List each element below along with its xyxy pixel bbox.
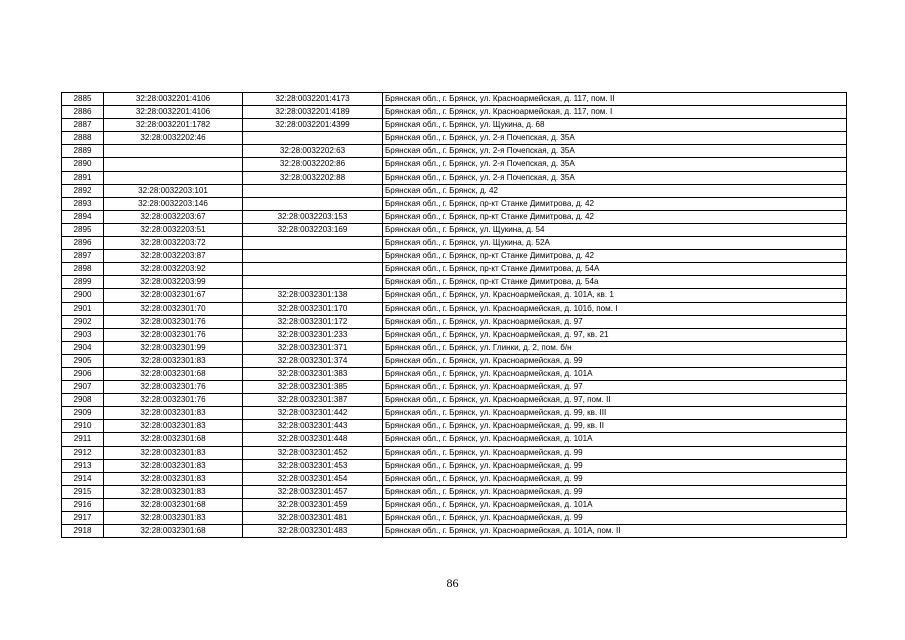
object-cadastral-number-cell: 32:28:0032301:233 [243,328,383,341]
source-cadastral-number-cell: 32:28:0032203:72 [104,237,243,250]
row-number-cell: 2906 [62,367,104,380]
table-row [62,407,847,420]
table-row [62,459,847,472]
object-cadastral-number-cell: 32:28:0032301:138 [243,289,383,302]
table-row [62,512,847,525]
address-cell: Брянская обл., г. Брянск, д. 42 [383,184,847,197]
row-number-cell: 2890 [62,158,104,171]
cadastral-table [61,92,847,538]
source-cadastral-number-cell: 32:28:0032301:83 [104,420,243,433]
source-cadastral-number-cell: 32:28:0032301:76 [104,328,243,341]
object-cadastral-number-cell: 32:28:0032301:172 [243,315,383,328]
source-cadastral-number-cell [104,145,243,158]
table-row [62,93,847,106]
source-cadastral-number-cell: 32:28:0032301:68 [104,498,243,511]
row-number-cell: 2892 [62,184,104,197]
source-cadastral-number-cell: 32:28:0032203:92 [104,263,243,276]
table-row [62,158,847,171]
source-cadastral-number-cell: 32:28:0032301:83 [104,485,243,498]
object-cadastral-number-cell: 32:28:0032301:374 [243,354,383,367]
row-number-cell: 2895 [62,223,104,236]
table-row [62,367,847,380]
address-cell: Брянская обл., г. Брянск, ул. Красноармейская, д. 99 [383,354,847,367]
address-cell: Брянская обл., г. Брянск, ул. 2-я Почепская, д. 35А [383,145,847,158]
address-cell: Брянская обл., г. Брянск, ул. Глинки, д. 2, пом. б/н [383,341,847,354]
source-cadastral-number-cell [104,171,243,184]
source-cadastral-number-cell: 32:28:0032301:83 [104,459,243,472]
table-row [62,315,847,328]
table-row [62,184,847,197]
source-cadastral-number-cell: 32:28:0032201:1782 [104,119,243,132]
table-row [62,381,847,394]
object-cadastral-number-cell: 32:28:0032301:457 [243,485,383,498]
address-cell: Брянская обл., г. Брянск, ул. Красноармейская, д. 99 [383,446,847,459]
address-cell: Брянская обл., г. Брянск, пр-кт Станке Димитрова, д. 42 [383,210,847,223]
table-row [62,276,847,289]
row-number-cell: 2901 [62,302,104,315]
address-cell: Брянская обл., г. Брянск, ул. Красноармейская, д. 101А [383,367,847,380]
table-row [62,354,847,367]
table-row [62,237,847,250]
row-number-cell: 2897 [62,250,104,263]
table-row [62,328,847,341]
page-number: 86 [446,576,459,590]
row-number-cell: 2887 [62,119,104,132]
row-number-cell: 2886 [62,106,104,119]
source-cadastral-number-cell: 32:28:0032301:68 [104,367,243,380]
row-number-cell: 2904 [62,341,104,354]
address-cell: Брянская обл., г. Брянск, ул. Красноармейская, д. 101А [383,433,847,446]
address-cell: Брянская обл., г. Брянск, пр-кт Станке Димитрова, д. 54а [383,276,847,289]
address-cell: Брянская обл., г. Брянск, ул. Красноармейская, д. 101А, кв. 1 [383,289,847,302]
address-cell: Брянская обл., г. Брянск, ул. Красноармейская, д. 97 [383,381,847,394]
source-cadastral-number-cell: 32:28:0032202:46 [104,132,243,145]
object-cadastral-number-cell: 32:28:0032301:385 [243,381,383,394]
table-row [62,433,847,446]
object-cadastral-number-cell: 32:28:0032301:371 [243,341,383,354]
table-row [62,106,847,119]
table-row [62,341,847,354]
address-cell: Брянская обл., г. Брянск, ул. Красноармейская, д. 101А, пом. II [383,525,847,538]
row-number-cell: 2917 [62,512,104,525]
address-cell: Брянская обл., г. Брянск, ул. Красноармейская, д. 97, пом. II [383,394,847,407]
address-cell: Брянская обл., г. Брянск, ул. Щукина, д. 52А [383,237,847,250]
table-row [62,250,847,263]
table-row [62,263,847,276]
source-cadastral-number-cell: 32:28:0032301:76 [104,381,243,394]
row-number-cell: 2888 [62,132,104,145]
row-number-cell: 2896 [62,237,104,250]
address-cell: Брянская обл., г. Брянск, ул. Красноармейская, д. 117, пом. II [383,93,847,106]
source-cadastral-number-cell: 32:28:0032203:67 [104,210,243,223]
address-cell: Брянская обл., г. Брянск, ул. Щукина, д. 54 [383,223,847,236]
source-cadastral-number-cell: 32:28:0032203:87 [104,250,243,263]
source-cadastral-number-cell [104,158,243,171]
object-cadastral-number-cell: 32:28:0032301:448 [243,433,383,446]
row-number-cell: 2898 [62,263,104,276]
address-cell: Брянская обл., г. Брянск, ул. Красноармейская, д. 97 [383,315,847,328]
object-cadastral-number-cell [243,237,383,250]
object-cadastral-number-cell: 32:28:0032202:88 [243,171,383,184]
object-cadastral-number-cell [243,184,383,197]
source-cadastral-number-cell: 32:28:0032301:76 [104,394,243,407]
source-cadastral-number-cell: 32:28:0032203:146 [104,197,243,210]
row-number-cell: 2893 [62,197,104,210]
object-cadastral-number-cell: 32:28:0032301:459 [243,498,383,511]
object-cadastral-number-cell: 32:28:0032301:170 [243,302,383,315]
table-row [62,132,847,145]
object-cadastral-number-cell: 32:28:0032202:86 [243,158,383,171]
source-cadastral-number-cell: 32:28:0032201:4106 [104,93,243,106]
table-body [62,93,847,538]
object-cadastral-number-cell [243,250,383,263]
table-row [62,446,847,459]
address-cell: Брянская обл., г. Брянск, ул. Красноармейская, д. 99, кв. III [383,407,847,420]
source-cadastral-number-cell: 32:28:0032301:67 [104,289,243,302]
row-number-cell: 2907 [62,381,104,394]
object-cadastral-number-cell: 32:28:0032201:4189 [243,106,383,119]
object-cadastral-number-cell [243,263,383,276]
address-cell: Брянская обл., г. Брянск, ул. Красноармейская, д. 97, кв. 21 [383,328,847,341]
address-cell: Брянская обл., г. Брянск, ул. Красноармейская, д. 99 [383,512,847,525]
address-cell: Брянская обл., г. Брянск, ул. Красноармейская, д. 117, пом. I [383,106,847,119]
source-cadastral-number-cell: 32:28:0032203:101 [104,184,243,197]
address-cell: Брянская обл., г. Брянск, ул. Красноармейская, д. 99 [383,459,847,472]
row-number-cell: 2891 [62,171,104,184]
table-row [62,171,847,184]
object-cadastral-number-cell: 32:28:0032301:387 [243,394,383,407]
address-cell: Брянская обл., г. Брянск, ул. Красноармейская, д. 101А [383,498,847,511]
source-cadastral-number-cell: 32:28:0032301:83 [104,512,243,525]
row-number-cell: 2903 [62,328,104,341]
address-cell: Брянская обл., г. Брянск, ул. Красноармейская, д. 99, кв. II [383,420,847,433]
object-cadastral-number-cell: 32:28:0032301:443 [243,420,383,433]
address-cell: Брянская обл., г. Брянск, пр-кт Станке Димитрова, д. 42 [383,250,847,263]
object-cadastral-number-cell: 32:28:0032301:454 [243,472,383,485]
source-cadastral-number-cell: 32:28:0032203:51 [104,223,243,236]
row-number-cell: 2912 [62,446,104,459]
source-cadastral-number-cell: 32:28:0032301:68 [104,525,243,538]
row-number-cell: 2913 [62,459,104,472]
table-row [62,145,847,158]
address-cell: Брянская обл., г. Брянск, ул. Красноармейская, д. 99 [383,472,847,485]
row-number-cell: 2915 [62,485,104,498]
row-number-cell: 2910 [62,420,104,433]
source-cadastral-number-cell: 32:28:0032301:70 [104,302,243,315]
row-number-cell: 2909 [62,407,104,420]
table-row [62,498,847,511]
row-number-cell: 2914 [62,472,104,485]
source-cadastral-number-cell: 32:28:0032301:83 [104,407,243,420]
object-cadastral-number-cell: 32:28:0032301:483 [243,525,383,538]
source-cadastral-number-cell: 32:28:0032301:68 [104,433,243,446]
object-cadastral-number-cell: 32:28:0032301:383 [243,367,383,380]
source-cadastral-number-cell: 32:28:0032301:83 [104,446,243,459]
table-row [62,289,847,302]
object-cadastral-number-cell: 32:28:0032301:453 [243,459,383,472]
object-cadastral-number-cell: 32:28:0032203:169 [243,223,383,236]
address-cell: Брянская обл., г. Брянск, ул. Красноармейская, д. 101б, пом. I [383,302,847,315]
object-cadastral-number-cell: 32:28:0032203:153 [243,210,383,223]
table-row [62,210,847,223]
object-cadastral-number-cell [243,276,383,289]
address-cell: Брянская обл., г. Брянск, ул. Щукина, д. 68 [383,119,847,132]
table-row [62,223,847,236]
row-number-cell: 2899 [62,276,104,289]
row-number-cell: 2916 [62,498,104,511]
object-cadastral-number-cell: 32:28:0032301:481 [243,512,383,525]
object-cadastral-number-cell: 32:28:0032201:4173 [243,93,383,106]
object-cadastral-number-cell: 32:28:0032201:4399 [243,119,383,132]
row-number-cell: 2918 [62,525,104,538]
source-cadastral-number-cell: 32:28:0032301:83 [104,472,243,485]
object-cadastral-number-cell: 32:28:0032301:452 [243,446,383,459]
source-cadastral-number-cell: 32:28:0032301:76 [104,315,243,328]
row-number-cell: 2894 [62,210,104,223]
address-cell: Брянская обл., г. Брянск, ул. 2-я Почепская, д. 35А [383,171,847,184]
source-cadastral-number-cell: 32:28:0032201:4106 [104,106,243,119]
table-row [62,197,847,210]
row-number-cell: 2902 [62,315,104,328]
address-cell: Брянская обл., г. Брянск, пр-кт Станке Димитрова, д. 42 [383,197,847,210]
source-cadastral-number-cell: 32:28:0032301:83 [104,354,243,367]
table-row [62,302,847,315]
object-cadastral-number-cell [243,197,383,210]
table-row [62,394,847,407]
address-cell: Брянская обл., г. Брянск, ул. 2-я Почепская, д. 35А [383,132,847,145]
row-number-cell: 2900 [62,289,104,302]
row-number-cell: 2911 [62,433,104,446]
object-cadastral-number-cell [243,132,383,145]
table-row [62,472,847,485]
row-number-cell: 2908 [62,394,104,407]
source-cadastral-number-cell: 32:28:0032301:99 [104,341,243,354]
object-cadastral-number-cell: 32:28:0032301:442 [243,407,383,420]
row-number-cell: 2905 [62,354,104,367]
table-row [62,119,847,132]
address-cell: Брянская обл., г. Брянск, ул. Красноармейская, д. 99 [383,485,847,498]
table-row [62,485,847,498]
source-cadastral-number-cell: 32:28:0032203:99 [104,276,243,289]
address-cell: Брянская обл., г. Брянск, ул. 2-я Почепская, д. 35А [383,158,847,171]
row-number-cell: 2889 [62,145,104,158]
address-cell: Брянская обл., г. Брянск, пр-кт Станке Димитрова, д. 54А [383,263,847,276]
row-number-cell: 2885 [62,93,104,106]
table-row [62,525,847,538]
table-row [62,420,847,433]
object-cadastral-number-cell: 32:28:0032202:63 [243,145,383,158]
